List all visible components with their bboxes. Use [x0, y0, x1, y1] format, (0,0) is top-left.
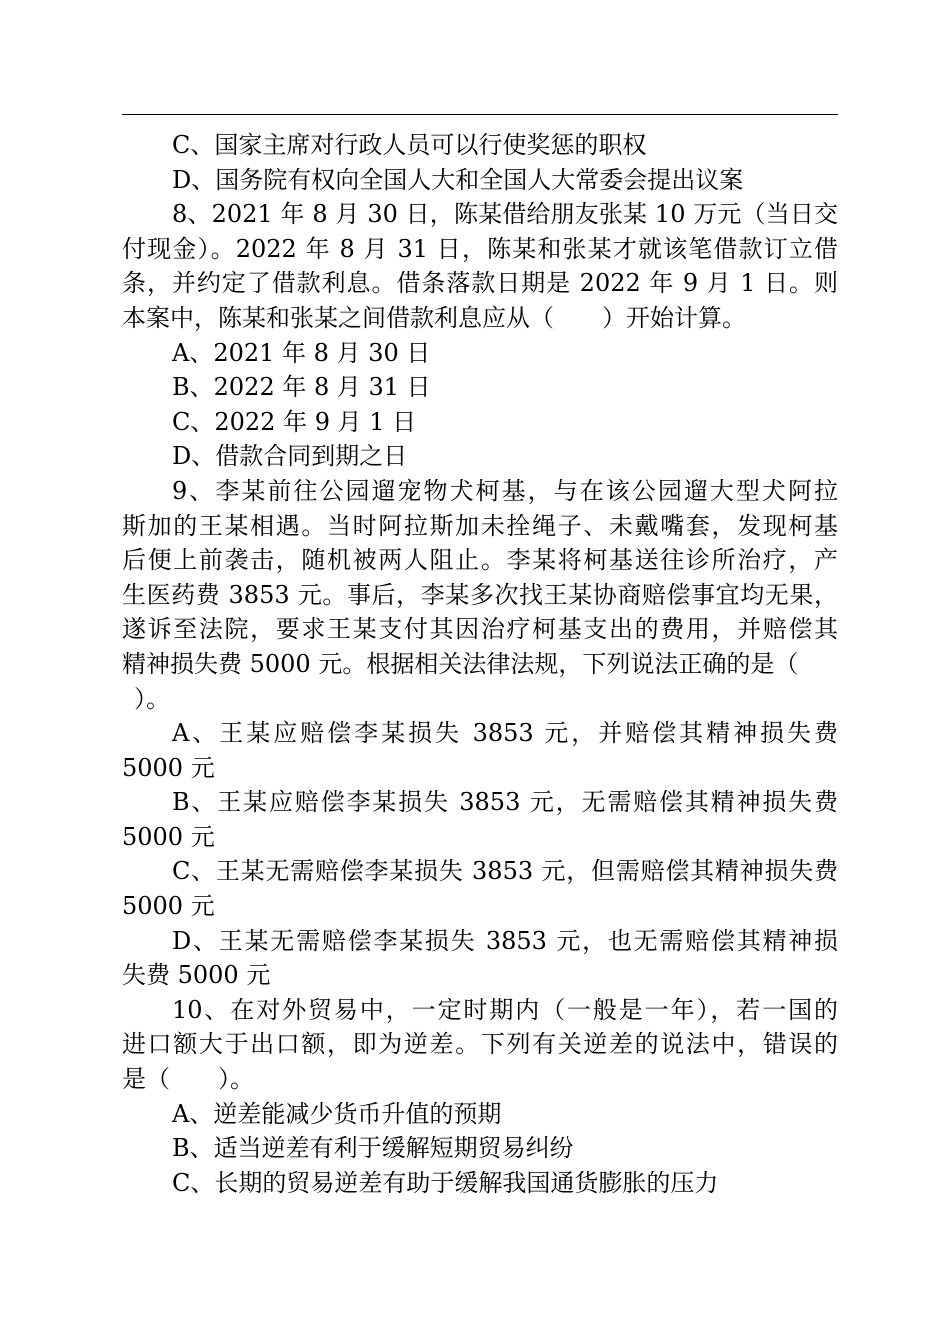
q10-option-c: C、长期的贸易逆差有助于缓解我国通货膨胀的压力 [172, 1168, 719, 1197]
q9-option-a-line-2: 5000 元 [122, 753, 215, 782]
q9-stem-line-2: 斯加的王某相遇。当时阿拉斯加未拴绳子、未戴嘴套，发现柯基 [122, 511, 838, 540]
q9-option-d-line-2: 失费 5000 元 [122, 961, 271, 990]
q9-option-b-line-1: B、王某应赔偿李某损失 3853 元，无需赔偿其精神损失费 [172, 788, 838, 817]
q8-option-a: A、2021 年 8 月 30 日 [172, 338, 431, 367]
document-body [122, 128, 838, 1200]
q10-option-a: A、逆差能减少货币升值的预期 [172, 1099, 502, 1128]
q9-stem-line-6: 精神损失费 5000 元。根据相关法律法规，下列说法正确的是（ [122, 649, 799, 678]
q10-stem-line-1: 10、在对外贸易中，一定时期内（一般是一年），若一国的 [172, 995, 838, 1024]
q9-stem-line-4: 生医药费 3853 元。事后，李某多次找王某协商赔偿事宜均无果， [122, 580, 838, 609]
q9-option-a-line-1: A、王某应赔偿李某损失 3853 元，并赔偿其精神损失费 [172, 719, 838, 748]
q9-stem-line-3: 后便上前袭击，随机被两人阻止。李某将柯基送往诊所治疗，产 [122, 546, 838, 575]
q9-option-b-line-2: 5000 元 [122, 822, 215, 851]
q8-option-c: C、2022 年 9 月 1 日 [172, 407, 417, 436]
q8-option-d: D、借款合同到期之日 [172, 442, 408, 471]
q9-stem-line-1: 9、李某前往公园遛宠物犬柯基，与在该公园遛大型犬阿拉 [172, 476, 838, 505]
q9-stem-line-5: 遂诉至法院，要求王某支付其因治疗柯基支出的费用，并赔偿其 [122, 615, 838, 644]
q10-option-b: B、适当逆差有利于缓解短期贸易纠纷 [172, 1134, 574, 1163]
q8-stem-line-4: 本案中，陈某和张某之间借款利息应从（ ）开始计算。 [122, 303, 746, 332]
q7-option-c: C、国家主席对行政人员可以行使奖惩的职权 [172, 131, 647, 159]
q8-stem-line-1: 8、2021 年 8 月 30 日，陈某借给朋友张某 10 万元（当日交 [172, 200, 838, 229]
q7-option-d: D、国务院有权向全国人大和全国人大常委会提出议案 [172, 165, 744, 194]
header-rule [122, 114, 838, 115]
q9-option-d-line-1: D、王某无需赔偿李某损失 3853 元，也无需赔偿其精神损 [172, 926, 838, 955]
q9-stem-line-7: ）。 [134, 684, 170, 713]
q10-stem-line-2: 进口额大于出口额，即为逆差。下列有关逆差的说法中，错误的 [122, 1030, 838, 1059]
q9-option-c-line-2: 5000 元 [122, 892, 215, 921]
q10-stem-line-3: 是（ ）。 [122, 1065, 254, 1094]
q8-stem-line-3: 条，并约定了借款利息。借条落款日期是 2022 年 9 月 1 日。则 [122, 269, 838, 298]
q8-stem-line-2: 付现金）。2022 年 8 月 31 日，陈某和张某才就该笔借款订立借 [122, 234, 838, 263]
q9-option-c-line-1: C、王某无需赔偿李某损失 3853 元，但需赔偿其精神损失费 [172, 857, 838, 886]
q8-option-b: B、2022 年 8 月 31 日 [172, 373, 431, 402]
